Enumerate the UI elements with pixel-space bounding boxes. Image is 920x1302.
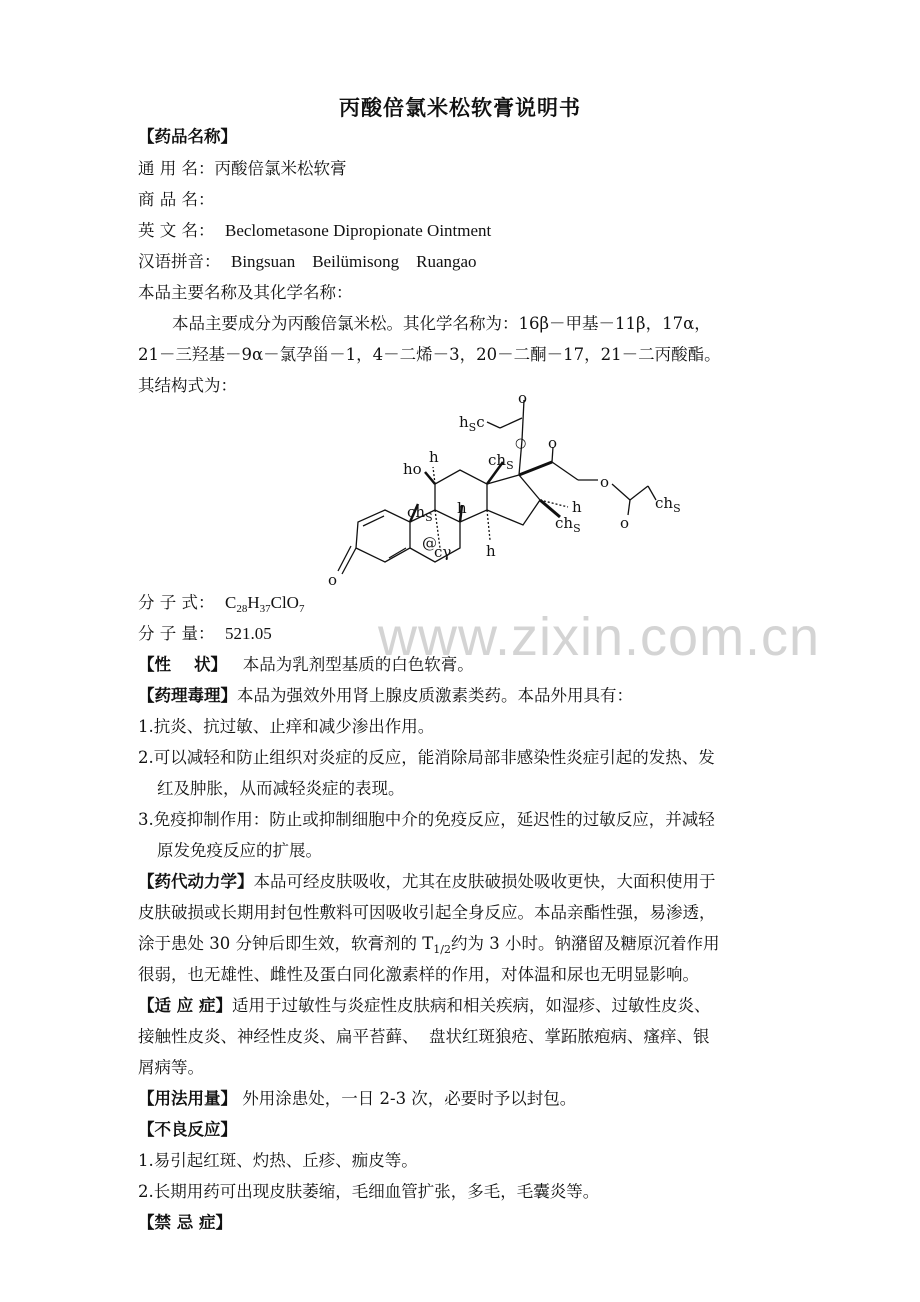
label-h14: h xyxy=(486,542,496,560)
pharmacology-intro: 本品为强效外用肾上腺皮质激素类药。本品外用具有： xyxy=(237,686,633,705)
indications-line-1: 适用于过敏性与炎症性皮肤病和相关疾病，如湿疹、过敏性皮炎、 xyxy=(232,996,711,1015)
chem-name-line-2: 21－三羟基－9α－氯孕甾－1，4－二烯－3，20－二酮－17，21－二丙酸酯。 xyxy=(138,345,721,364)
ring-d-bond xyxy=(487,475,540,525)
generic-name-label: 通 用 名： xyxy=(138,159,215,178)
pharmacology-row xyxy=(138,686,633,706)
chem-intro: 本品主要名称及其化学名称： xyxy=(138,283,353,302)
label-ch3-16: $ch_S$ xyxy=(555,514,581,535)
section-header-pharmacokinetics: 【药代动力学】 xyxy=(138,872,254,891)
half-life-subscript: 1/2 xyxy=(433,943,451,956)
indications-row-1 xyxy=(138,996,711,1016)
section-header-dosage: 【用法用量】 xyxy=(138,1089,237,1108)
structure-label: 其结构式为： xyxy=(138,376,237,395)
label-ch3-end: $ch_S$ xyxy=(655,494,681,515)
c17-wedge-bond xyxy=(519,462,552,475)
label-at: @ xyxy=(422,534,437,552)
c11-oh-bond xyxy=(425,472,435,484)
properties-text: 本品为乳剂型基质的白色软膏。 xyxy=(242,655,474,674)
pharmacology-item-3a: 3.免疫抑制作用：防止或抑制细胞中介的免疫反应，延迟性的过敏反应，并减轻 xyxy=(138,810,715,829)
section-header-indications: 【适 应 症】 xyxy=(138,996,232,1015)
ester-chain-bond xyxy=(630,486,648,500)
weight-label: 分 子 量： xyxy=(138,624,215,643)
trade-name-label: 商 品 名： xyxy=(138,190,215,209)
ring-a-bond xyxy=(356,510,410,562)
dosage-row xyxy=(138,1089,576,1109)
section-header-drug-name: 【药品名称】 xyxy=(138,127,237,146)
ester-carbonyl-bond xyxy=(628,500,630,515)
pharmacokinetics-line-2: 皮肤破损或长期用封包性敷料可因吸收引起全身反应。本品亲酯性强，易渗透， xyxy=(138,903,716,922)
section-header-properties: 【性 状】 xyxy=(138,655,227,674)
formula-row xyxy=(138,593,304,619)
label-circle: ○ xyxy=(515,436,527,451)
section-header-contraindications: 【禁 忌 症】 xyxy=(138,1213,232,1232)
label-o-top: o xyxy=(518,389,528,407)
ester-o-bond xyxy=(612,484,630,500)
pharmacokinetics-line-3b: 约为 3 小时。钠潴留及糖原沉着作用 xyxy=(450,934,720,953)
indications-line-3: 屑病等。 xyxy=(138,1058,204,1077)
english-name-value: Beclometasone Dipropionate Ointment xyxy=(225,221,492,240)
pharmacology-item-2b: 红及肿胀，从而减轻炎症的表现。 xyxy=(157,779,405,798)
generic-name-value: 丙酸倍氯米松软膏 xyxy=(214,159,347,178)
chem-name-line-1: 本品主要成分为丙酸倍氯米松。其化学名称为：16β－甲基－11β，17α， xyxy=(172,314,711,333)
label-h3c: $h_Sc$ xyxy=(459,413,485,434)
pinyin-value: Bingsuan Beilümisong Ruangao xyxy=(231,252,477,271)
label-ch3-18: $ch_S$ xyxy=(488,451,514,472)
pinyin-row xyxy=(138,252,477,272)
section-header-adverse: 【不良反应】 xyxy=(138,1120,237,1139)
structural-formula xyxy=(320,385,720,595)
top-ester-chain-bond-2 xyxy=(487,422,500,428)
label-o-mid: o xyxy=(548,434,558,452)
c3-oxo-double-bond xyxy=(338,546,351,571)
page-title: 丙酸倍氯米松软膏说明书 xyxy=(339,95,581,120)
label-h8: h xyxy=(457,499,467,517)
c20-c21-bond xyxy=(552,462,578,480)
dosage-text: 外用涂患处，一日 2-3 次，必要时予以封包。 xyxy=(237,1089,577,1108)
label-ho: ho xyxy=(403,460,422,478)
pharmacokinetics-line-3 xyxy=(138,934,719,960)
label-o-ester: o xyxy=(600,473,610,491)
generic-name-row xyxy=(138,159,347,179)
c3-oxo-bond xyxy=(342,548,356,574)
english-name-row xyxy=(138,221,491,241)
label-o-low: o xyxy=(620,514,630,532)
label-h16: h xyxy=(572,498,582,516)
pharmacokinetics-row-1 xyxy=(138,872,716,892)
pharmacology-item-1: 1.抗炎、抗过敏、止痒和减少渗出作用。 xyxy=(138,717,435,736)
watermark: www.zixin.com.cn xyxy=(378,607,821,667)
pharmacology-item-2a: 2.可以减轻和防止组织对炎症的反应，能消除局部非感染性炎症引起的发热、发 xyxy=(138,748,715,767)
label-cl: cγ xyxy=(434,543,452,561)
adverse-item-1: 1.易引起红斑、灼热、丘疹、痂皮等。 xyxy=(138,1151,418,1170)
properties-row xyxy=(138,655,474,675)
label-ch3-19: $ch_S$ xyxy=(407,503,433,524)
formula-value: $C_{28}H_{37}ClO_7$ xyxy=(225,593,305,615)
pinyin-label: 汉语拼音： xyxy=(138,252,221,271)
ring-a-double-bond-2 xyxy=(389,548,406,558)
pharmacokinetics-line-1: 本品可经皮肤吸收，尤其在皮肤破损处吸收更快，大面积使用于 xyxy=(253,872,716,891)
pharmacokinetics-line-3a: 涂于患处 30 分钟后即生效，软膏剂的 T xyxy=(138,934,434,953)
pharmacokinetics-line-4: 很弱，也无雄性、雌性及蛋白同化激素样的作用，对体温和尿也无明显影响。 xyxy=(138,965,699,984)
adverse-item-2: 2.长期用药可出现皮肤萎缩，毛细血管扩张，多毛，毛囊炎等。 xyxy=(138,1182,600,1201)
ring-a-double-bond xyxy=(363,516,384,526)
c14-h-bond xyxy=(487,510,490,540)
label-h11: h xyxy=(429,448,439,466)
section-header-pharmacology: 【药理毒理】 xyxy=(138,686,237,705)
weight-row xyxy=(138,624,272,644)
label-o3: o xyxy=(328,571,338,589)
formula-label: 分 子 式： xyxy=(138,593,215,612)
top-ester-chain-bond xyxy=(500,418,522,428)
indications-line-2: 接触性皮炎、神经性皮炎、扁平苔藓、 盘状红斑狼疮、掌跖脓疱病、瘙痒、银 xyxy=(138,1027,710,1046)
weight-value: 521.05 xyxy=(225,624,272,643)
pharmacology-item-3b: 原发免疫反应的扩展。 xyxy=(157,841,322,860)
english-name-label: 英 文 名： xyxy=(138,221,215,240)
